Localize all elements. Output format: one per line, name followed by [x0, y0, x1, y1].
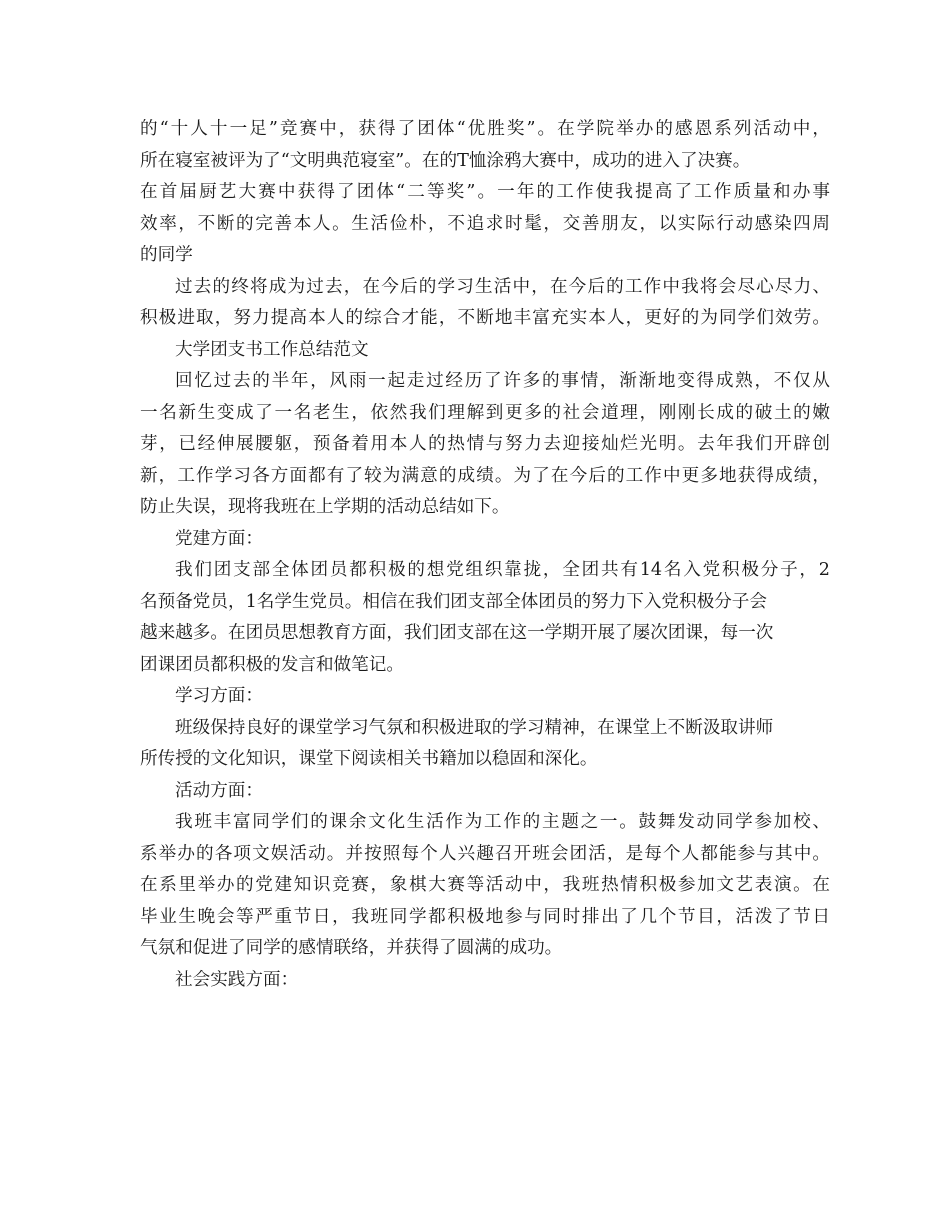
text-line: 气氛和促进了同学的感情联络，并获得了圆满的成功。 [140, 938, 563, 958]
text-line: 我班丰富同学们的课余文化生活作为工作的主题之一。鼓舞发动同学参加校、 [175, 812, 830, 832]
text-line: 效率，不断的完善本人。生活俭朴，不追求时髦，交善朋友，以实际行动感染四周 [140, 213, 830, 234]
text-line: 学习方面： [175, 686, 263, 706]
text-line: 在首届厨艺大赛中获得了团体“二等奖”。一年的工作使我提高了工作质量和办事 [140, 182, 830, 202]
text-line: 积极进取，努力提高本人的综合才能，不断地丰富充实本人，更好的为同学们效劳。 [140, 308, 830, 328]
document-body [140, 114, 830, 996]
text-line: 毕业生晚会等严重节日，我班同学都积极地参与同时排出了几个节目，活泼了节日 [140, 906, 830, 927]
text-line: 芽，已经伸展腰躯，预备着用本人的热情与努力去迎接灿烂光明。去年我们开辟创 [140, 434, 830, 454]
text-line: 所传授的文化知识，课堂下阅读相关书籍加以稳固和深化。 [140, 749, 598, 769]
text-line: 社会实践方面： [175, 969, 299, 990]
text-line: 越来越多。在团员思想教育方面，我们团支部在这一学期开展了屡次团课，每一次 [140, 623, 774, 643]
text-line: 一名新生变成了一名老生，依然我们理解到更多的社会道理，刚刚长成的破土的嫩 [140, 402, 830, 423]
text-line: 大学团支书工作总结范文 [175, 339, 369, 360]
text-line: 名预备党员，1名学生党员。相信在我们团支部全体团员的努力下入党积极分子会 [140, 591, 767, 612]
text-line: 新，工作学习各方面都有了较为满意的成绩。为了在今后的工作中更多地获得成绩， [140, 465, 830, 486]
text-line: 的“十人十一足”竞赛中，获得了团体“优胜奖”。在学院举办的感恩系列活动中， [140, 119, 830, 139]
text-line: 所在寝室被评为了“文明典范寝室”。在的T恤涂鸦大赛中，成功的进入了决赛。 [140, 150, 751, 171]
text-line: 团课团员都积极的发言和做笔记。 [140, 654, 404, 675]
text-line: 回忆过去的半年，风雨一起走过经历了许多的事情，渐渐地变得成熟，不仅从 [175, 371, 830, 391]
text-line: 在系里举办的党建知识竞赛，象棋大赛等活动中，我班热情积极参加文艺表演。在 [140, 875, 830, 895]
text-line: 党建方面： [175, 528, 263, 549]
text-line: 系举办的各项文娱活动。并按照每个人兴趣召开班会团活，是每个人都能参与其中。 [140, 843, 830, 864]
text-line: 过去的终将成为过去，在今后的学习生活中，在今后的工作中我将会尽心尽力、 [175, 276, 830, 297]
text-line: 班级保持良好的课堂学习气氛和积极进取的学习精神，在课堂上不断汲取讲师 [175, 717, 774, 738]
text-line: 我们团支部全体团员都积极的想党组织靠拢，全团共有14名入党积极分子，2 [175, 560, 830, 580]
text-line: 的同学 [140, 245, 193, 265]
text-line: 防止失误，现将我班在上学期的活动总结如下。 [140, 497, 510, 517]
text-line: 活动方面： [175, 780, 263, 801]
